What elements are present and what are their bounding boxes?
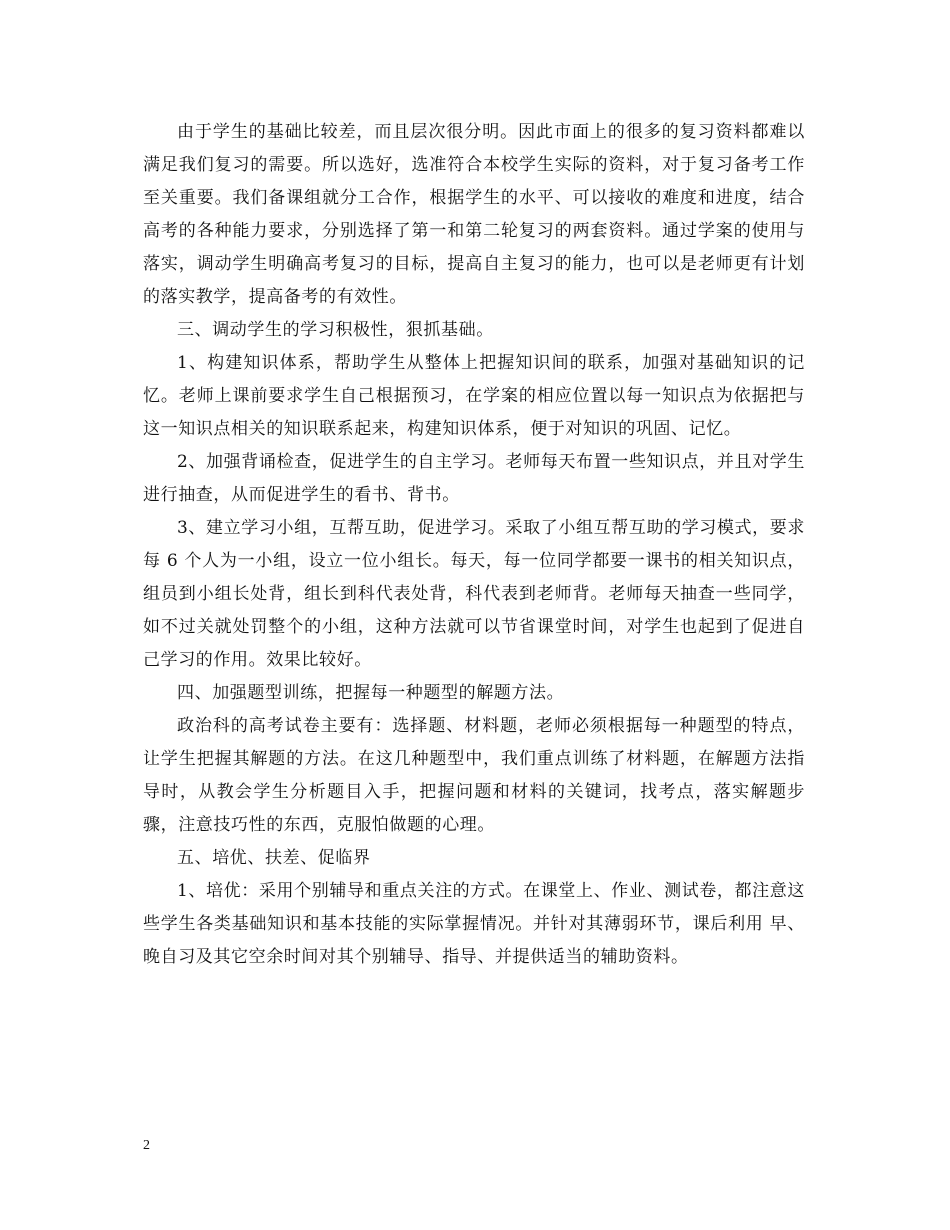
paragraph-study-groups: 3、建立学习小组，互帮互助，促进学习。采取了小组互帮互助的学习模式，要求每 6 个人为一小组，设立一位小组长。每天，每一位同学都要一课书的相关知识点，组员到小组长处背，组长到科代表处背，科代表到老师背。老师每天抽查一些同学，如不过关就处罚整个的小组，这种方法就可以节省课堂时间，对学生也起到了促进自己学习的作用。效果比较好。	[143, 518, 805, 670]
paragraph-recitation-check: 2、加强背诵检查，促进学生的自主学习。老师每天布置一些知识点，并且对学生进行抽查，从而促进学生的看书、背书。	[143, 452, 805, 505]
paragraph-question-types: 政治科的高考试卷主要有：选择题、材料题，老师必须根据每一种题型的特点，让学生把握其解题的方法。在这几种题型中，我们重点训练了材料题，在解题方法指导时，从教会学生分析题目入手，把握问题和材料的关键词，找考点，落实解题步骤，注意技巧性的东西，克服怕做题的心理。	[143, 716, 805, 835]
paragraph-top-students: 1、培优：采用个别辅导和重点关注的方式。在课堂上、作业、测试卷，都注意这些学生各类基础知识和基本技能的实际掌握情况。并针对其薄弱环节，课后利用 早、晚自习及其它空余时间对其个别辅导、指导、并提供适当的辅助资料。	[143, 881, 805, 967]
page-body	[143, 116, 805, 974]
page-number: 2	[143, 1138, 150, 1153]
heading-section-five: 五、培优、扶差、促临界	[177, 848, 371, 868]
paragraph-materials: 由于学生的基础比较差，而且层次很分明。因此市面上的很多的复习资料都难以满足我们复习的需要。所以选好，选准符合本校学生实际的资料，对于复习备考工作至关重要。我们备课组就分工合作，根据学生的水平、可以接收的难度和进度，结合高考的各种能力要求，分别选择了第一和第二轮复习的两套资料。通过学案的使用与落实，调动学生明确高考复习的目标，提高自主复习的能力，也可以是老师更有计划的落实教学，提高备考的有效性。	[143, 122, 805, 307]
heading-section-four: 四、加强题型训练，把握每一种题型的解题方法。	[177, 683, 565, 703]
paragraph-knowledge-system: 1、构建知识体系，帮助学生从整体上把握知识间的联系，加强对基础知识的记忆。老师上课前要求学生自己根据预习，在学案的相应位置以每一知识点为依据把与这一知识点相关的知识联系起来，构建知识体系，便于对知识的巩固、记忆。	[143, 353, 805, 439]
heading-section-three: 三、调动学生的学习积极性，狠抓基础。	[177, 320, 494, 340]
